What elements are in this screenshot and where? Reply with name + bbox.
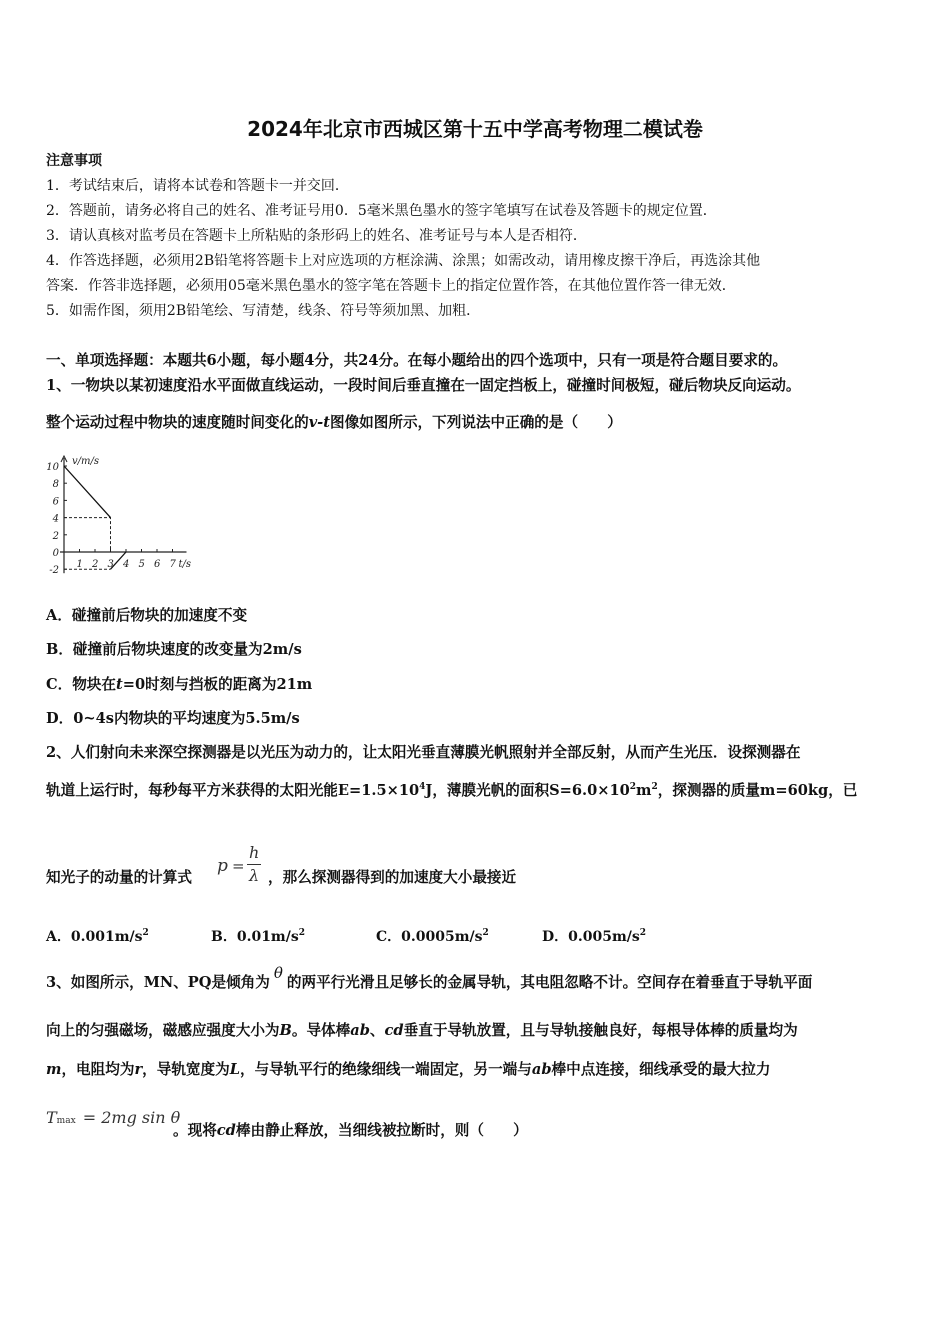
q3-text: 。导体棒 <box>291 1022 351 1039</box>
x-tick-label: 5 <box>138 559 145 570</box>
formula-p: p <box>217 856 228 876</box>
q3-var: ab <box>350 1022 370 1039</box>
q1-text: 整个运动过程中物块的速度随时间变化的 <box>46 414 309 431</box>
x-tick-label: 6 <box>154 559 161 570</box>
q2-option-d <box>542 926 646 946</box>
q3-text: 。现将 <box>173 1122 217 1139</box>
q2-option-exp: 2 <box>482 928 489 938</box>
y-tick-label: 8 <box>52 479 59 491</box>
q2-text: 轨道上运行时，每秒每平方米获得的太阳光能E=1.5×10 <box>46 782 420 799</box>
notice-item: 答案．作答非选择题，必须用05毫米黑色墨水的签字笔在答题卡上的指定位置作答，在其他位置作答一律无效． <box>46 278 736 294</box>
q3-var: cd <box>216 1122 236 1139</box>
q2-stem-line3-left: 知光子的动量的计算式 <box>46 869 192 886</box>
q1-stem-line1: 1、一物块以某初速度沿水平面做直线运动，一段时间后垂直撞在一固定挡板上，碰撞时间极短，碰后物块反向运动。 <box>46 377 801 394</box>
q2-text: J，薄膜光帆的面积S=6.0×10 <box>425 782 630 799</box>
y-tick-label: 10 <box>46 462 59 473</box>
notice-item: 2．答题前，请务必将自己的姓名、准考证号用0．5毫米黑色墨水的签字笔填写在试卷及答题卡的规定位置． <box>46 203 717 219</box>
q2-exp: 4 <box>419 782 426 792</box>
x-tick-label: 1 <box>76 559 83 570</box>
y-tick-label: 2 <box>52 530 59 542</box>
q3-stem-line1 <box>46 964 813 993</box>
y-tick-label: 4 <box>52 513 59 525</box>
q2-option-b <box>211 926 305 946</box>
q2-text: m <box>636 782 652 799</box>
q1-option-c-text: C．物块在 <box>46 676 116 693</box>
q3-var: r <box>134 1061 143 1078</box>
x-tick-label: 4 <box>123 559 130 570</box>
notice-item: 5．如需作图，须用2B铅笔绘、写清楚，线条、符号等须加黑、加粗． <box>46 303 481 319</box>
q3-text: 的两平行光滑且足够长的金属导轨，其电阻忽略不计。空间存在着垂直于导轨平面 <box>286 974 813 991</box>
q3-stem-line4 <box>173 1121 528 1141</box>
q1-option-c-text: =0时刻与挡板的距离为21m <box>122 676 313 693</box>
q2-stem-line2 <box>46 781 857 801</box>
q3-text: 垂直于导轨放置，且与导轨接触良好，每根导体棒的质量均为 <box>403 1022 798 1039</box>
notice-item: 3．请认真核对监考员在答题卡上所粘贴的条形码上的姓名、准考证号与本人是否相符． <box>46 228 587 244</box>
q2-option-label: C．0.0005m/s <box>376 929 483 945</box>
q2-option-exp: 2 <box>639 928 647 938</box>
q2-exp: 2 <box>629 782 637 792</box>
formula-rhs: = 2mg sin θ <box>82 1108 181 1127</box>
q1-option-b: B．碰撞前后物块速度的改变量为2m/s <box>46 641 302 658</box>
y-axis-label: v/m/s <box>72 456 100 467</box>
q1-stem-line2 <box>46 413 622 433</box>
q2-option-exp: 2 <box>298 928 306 938</box>
q3-var: cd <box>384 1022 404 1039</box>
q2-option-label: A．0.001m/s <box>46 929 143 945</box>
q3-var: ab <box>531 1061 552 1078</box>
q2-option-c <box>376 926 489 946</box>
tmax-formula <box>46 1108 180 1127</box>
q3-theta: θ <box>273 964 283 982</box>
guide-line <box>64 518 111 552</box>
q1-text: 图像如图所示，下列说法中正确的是（ ） <box>329 414 622 431</box>
q2-option-exp: 2 <box>142 928 149 938</box>
y-tick-label: 6 <box>52 496 59 508</box>
q3-var: L <box>229 1061 240 1078</box>
q2-option-label: B．0.01m/s <box>211 929 299 945</box>
q3-text: ，电阻均为 <box>61 1061 135 1078</box>
q2-stem-line1: 2、人们射向未来深空探测器是以光压为动力的，让太阳光垂直薄膜光帆照射并全部反射，从而产生光压．设探测器在 <box>46 744 801 761</box>
formula-sub: max <box>56 1116 76 1126</box>
fraction-bar <box>247 864 261 865</box>
q3-text: 3、如图所示，MN、PQ是倾角为 <box>46 974 270 991</box>
q3-text: 棒由静止释放，当细线被拉断时，则（ ） <box>235 1122 528 1139</box>
x-tick-label: 7 <box>169 559 176 570</box>
q2-exp: 2 <box>651 782 658 792</box>
y-tick-label: -2 <box>49 565 59 577</box>
q3-var: m <box>46 1061 62 1078</box>
q1-option-c <box>46 675 312 695</box>
section-heading: 一、单项选择题：本题共6小题，每小题4分，共24分。在每小题给出的四个选项中，只有一项是符合题目要求的。 <box>46 352 788 369</box>
formula-t: T <box>46 1108 57 1127</box>
formula-eq: = <box>232 857 245 875</box>
q2-stem-line3-right: ，那么探测器得到的加速度大小最接近 <box>268 869 517 886</box>
notice-item: 1．考试结束后，请将本试卷和答题卡一并交回． <box>46 178 349 194</box>
vt-graph <box>46 450 236 590</box>
q3-text: 向上的匀强磁场，磁感应强度大小为 <box>46 1022 280 1039</box>
q3-text: ，与导轨平行的绝缘细线一端固定，另一端与 <box>239 1061 532 1078</box>
y-tick-label: 0 <box>52 548 59 559</box>
page-title: 2024年北京市西城区第十五中学高考物理二模试卷 <box>247 117 703 141</box>
q2-option-label: D．0.005m/s <box>542 929 640 945</box>
x-tick-label: 3 <box>107 559 114 570</box>
q3-text: 、 <box>369 1022 385 1039</box>
q2-text: ，探测器的质量m=60kg，已 <box>657 782 858 799</box>
q3-stem-line3 <box>46 1060 770 1080</box>
notice-heading: 注意事项 <box>46 153 102 169</box>
x-axis-label: t/s <box>178 559 192 570</box>
q3-text: ，导轨宽度为 <box>142 1061 230 1078</box>
q3-var: B <box>279 1022 292 1039</box>
x-tick-label: 2 <box>92 559 99 570</box>
q1-option-a: A．碰撞前后物块的加速度不变 <box>46 607 248 624</box>
notice-item: 4．作答选择题，必须用2B铅笔将答题卡上对应选项的方框涂满、涂黑；如需改动，请用橡皮擦干净后，再选涂其他 <box>46 253 761 269</box>
q1-option-d: D．0~4s内物块的平均速度为5.5m/s <box>46 710 300 727</box>
q3-stem-line2 <box>46 1021 798 1041</box>
q3-text: 棒中点连接，细线承受的最大拉力 <box>551 1061 771 1078</box>
q2-option-a <box>46 926 149 946</box>
series-line <box>64 466 111 518</box>
q1-vt: v-t <box>308 414 330 431</box>
formula-den: λ <box>249 866 260 885</box>
formula-num: h <box>249 843 260 862</box>
q1-option-c-t: t <box>116 676 123 693</box>
